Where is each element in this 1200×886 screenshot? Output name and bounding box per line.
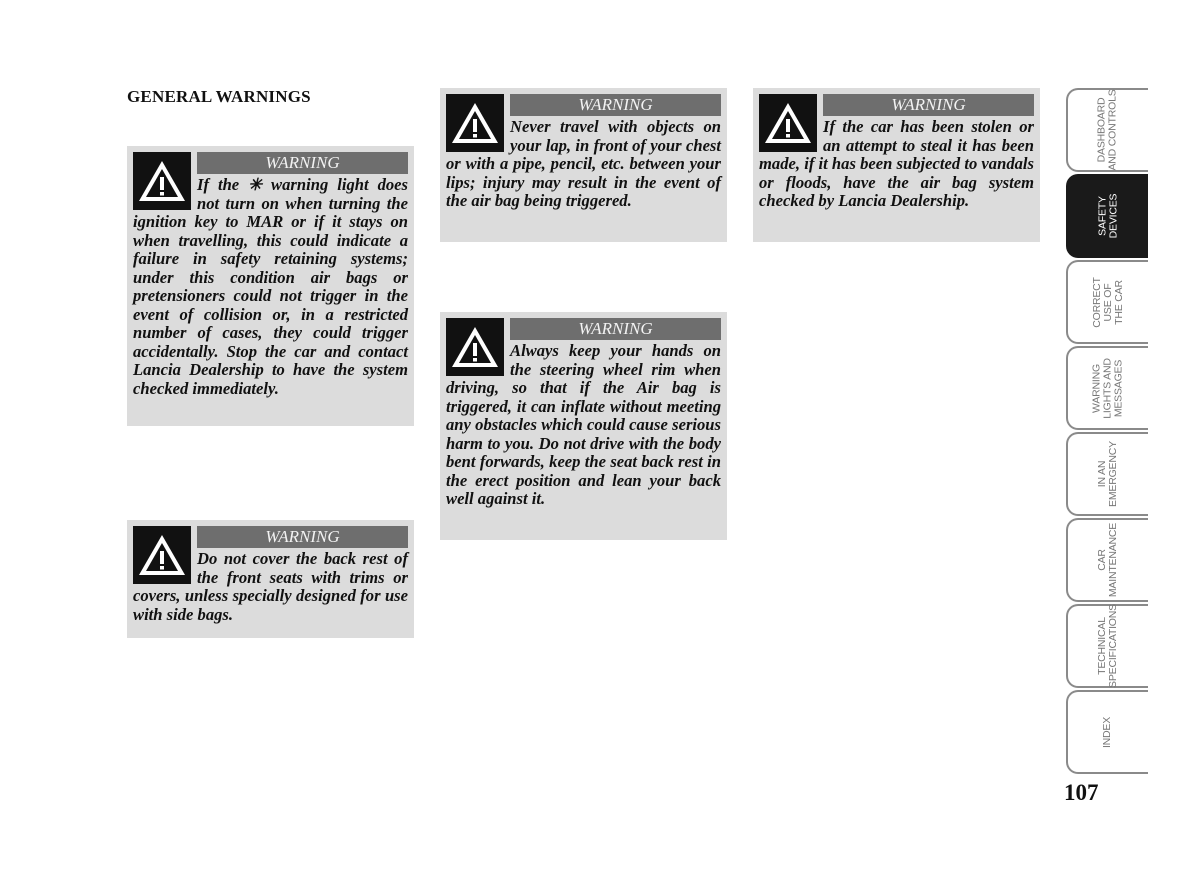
warning-triangle-icon xyxy=(133,152,191,210)
warning-box xyxy=(440,312,727,540)
tab-label: CORRECT USE OF THE CAR xyxy=(1090,276,1125,328)
page-number: 107 xyxy=(1064,780,1099,805)
tab-label: SAFETY DEVICES xyxy=(1095,193,1119,239)
section-title: GENERAL WARNINGS xyxy=(127,87,311,106)
warning-text: Do not cover the back rest of the front seats with trims or covers, unless specially designed for use with side bags. xyxy=(133,549,408,624)
warning-heading: WARNING xyxy=(197,526,408,548)
warning-text: Always keep your hands on the steering wheel rim when driving, so that if the Air bag is triggered, it can inflate without meeting any obstacles which could cause serious harm to you. Do not drive with the body bent forwards, keep the seat back rest in the erect position and lean your back well against it. xyxy=(446,341,721,508)
warning-text: Never travel with objects on your lap, in front of your chest or with a pipe, pencil, etc. between your lips; injury may result in the event of the air bag being triggered. xyxy=(446,117,721,210)
warning-heading: WARNING xyxy=(823,94,1034,116)
tab-label: DASHBOARD AND CONTROLS xyxy=(1096,89,1119,171)
warning-triangle-icon xyxy=(446,94,504,152)
warning-heading: WARNING xyxy=(510,94,721,116)
tab-correct-use-of-the-car[interactable] xyxy=(1066,260,1148,344)
warning-triangle-icon xyxy=(446,318,504,376)
warning-text: If the ✳ warning light does not turn on when turning the ignition key to MAR or if it stays on when travelling, this could indicate a failure in safety retaining systems; under this condition air bags or pretensioners could not trigger in the event of collision or, in a restricted number of cases, they could trigger accidentally. Stop the car and contact Lancia Dealership to have the system checked immediately. xyxy=(133,175,408,398)
tab-label: WARNING LIGHTS AND MESSAGES xyxy=(1090,357,1125,419)
warning-box xyxy=(440,88,727,242)
tab-label: INDEX xyxy=(1101,716,1114,748)
tab-safety-devices[interactable] xyxy=(1066,174,1148,258)
tab-index[interactable] xyxy=(1066,690,1148,774)
warning-triangle-icon xyxy=(759,94,817,152)
warning-box xyxy=(127,520,414,638)
tab-in-an-emergency[interactable] xyxy=(1066,432,1148,516)
warning-text: If the car has been stolen or an attempt to steal it has been made, if it has been subjected to vandals or floods, have the air bag system checked by Lancia Dealership. xyxy=(759,117,1034,210)
tab-car-maintenance[interactable] xyxy=(1066,518,1148,602)
warning-heading: WARNING xyxy=(510,318,721,340)
tab-warning-lights-and-messages[interactable] xyxy=(1066,346,1148,430)
tab-dashboard-and-controls[interactable] xyxy=(1066,88,1148,172)
tab-label: TECHNICAL SPECIFICATIONS xyxy=(1096,604,1119,688)
warning-box xyxy=(753,88,1040,242)
warning-triangle-icon xyxy=(133,526,191,584)
tab-label: IN AN EMERGENCY xyxy=(1095,441,1119,507)
tab-label: CAR MAINTENANCE xyxy=(1095,522,1119,598)
warning-box xyxy=(127,146,414,426)
tab-technical-specifications[interactable] xyxy=(1066,604,1148,688)
warning-heading: WARNING xyxy=(197,152,408,174)
